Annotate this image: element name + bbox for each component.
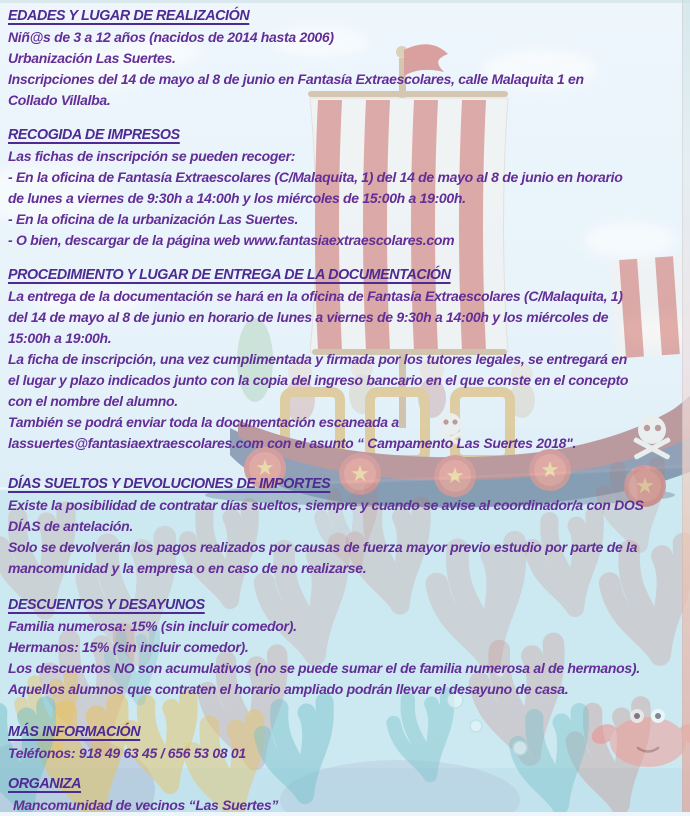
section-heading: ORGANIZA: [8, 776, 82, 792]
body-line: mancomunidad y la empresa o en caso de no realizarse.: [8, 560, 367, 576]
body-line: Solo se devolverán los pagos realizados por causas de fuerza mayor previo estudio por parte de la: [8, 539, 638, 555]
body-line: - En la oficina de la urbanización Las Suertes.: [8, 211, 299, 227]
section-dias-sueltos: [8, 474, 685, 579]
section-recogida: [8, 125, 685, 251]
body-line: con el nombre del alumno.: [8, 393, 178, 409]
section-organiza: [8, 774, 685, 816]
section-procedimiento: [8, 265, 685, 454]
section-heading: MÁS INFORMACIÓN: [8, 724, 141, 740]
section-descuentos: [8, 595, 685, 700]
section-heading: PROCEDIMIENTO Y LUGAR DE ENTREGA DE LA DOCUMENTACIÓN: [8, 267, 451, 283]
body-line: de lunes a viernes de 9:30h a 14:00h y los miércoles de 15:00h a 19:00h.: [8, 190, 466, 206]
body-line: Niñ@s de 3 a 12 años (nacidos de 2014 hasta 2006): [8, 29, 334, 45]
body-line: La entrega de la documentación se hará en la oficina de Fantasía Extraescolares (C/Malaquita, 1): [8, 288, 623, 304]
body-line: 15:00h a 19:00h.: [8, 330, 112, 346]
body-line: Urbanización Las Suertes.: [8, 50, 176, 66]
body-line: del 14 de mayo al 8 de junio en horario de lunes a viernes de 9:30h a 14:00h y los miércoles de: [8, 309, 609, 325]
body-line: - En la oficina de Fantasía Extraescolares (C/Malaquita, 1) del 14 de mayo al 8 de junio en horario: [8, 169, 623, 185]
body-line: Aquellos alumnos que contraten el horario ampliado podrán llevar el desayuno de casa.: [8, 681, 569, 697]
body-line: el lugar y plazo indicados junto con la copia del ingreso bancario en el que conste en el concepto: [8, 372, 629, 388]
section-heading: RECOGIDA DE IMPRESOS: [8, 127, 180, 143]
body-line: Las fichas de inscripción se pueden recoger:: [8, 148, 296, 164]
star-icon: ★: [350, 461, 370, 486]
page-right-edge: [682, 0, 690, 812]
body-line: Teléfonos: 918 49 63 45 / 656 53 08 01: [8, 745, 246, 761]
body-line: Inscripciones del 14 de mayo al 8 de junio en Fantasía Extraescolares, calle Malaquita 1 en: [8, 71, 584, 87]
body-line: La ficha de inscripción, una vez cumplimentada y firmada por los tutores legales, se entregará en: [8, 351, 627, 367]
section-heading: DÍAS SUELTOS Y DEVOLUCIONES DE IMPORTES: [8, 476, 331, 492]
body-line: Collado Villalba.: [8, 92, 111, 108]
star-icon: ★: [635, 473, 655, 498]
body-line: Existe la posibilidad de contratar días sueltos, siempre y cuando se avise al coordinador/a con DOS: [8, 497, 644, 513]
body-line: lassuertes@fantasiaextraescolares.com con el asunto “ Campamento Las Suertes 2018".: [8, 435, 577, 451]
body-line: - O bien, descargar de la página web www.fantasiaextraescolares.com: [8, 232, 455, 248]
star-icon: ★: [255, 455, 275, 480]
body-line: Los descuentos NO son acumulativos (no se puede sumar el de familia numerosa al de hermanos).: [8, 660, 640, 676]
star-icon: ★: [540, 457, 560, 482]
body-line: Mancomunidad de vecinos “Las Suertes”: [13, 797, 279, 813]
body-line: Hermanos: 15% (sin incluir comedor).: [8, 639, 249, 655]
section-mas-informacion: [8, 722, 685, 764]
section-heading: EDADES Y LUGAR DE REALIZACIÓN: [8, 8, 250, 24]
body-line: DÍAS de antelación.: [8, 518, 133, 534]
body-line: Familia numerosa: 15% (sin incluir comedor).: [8, 618, 297, 634]
star-icon: ★: [445, 463, 465, 488]
body-line: También se podrá enviar toda la documentación escaneada a: [8, 414, 399, 430]
section-heading: DESCUENTOS Y DESAYUNOS: [8, 597, 205, 613]
section-edades: [8, 6, 685, 111]
